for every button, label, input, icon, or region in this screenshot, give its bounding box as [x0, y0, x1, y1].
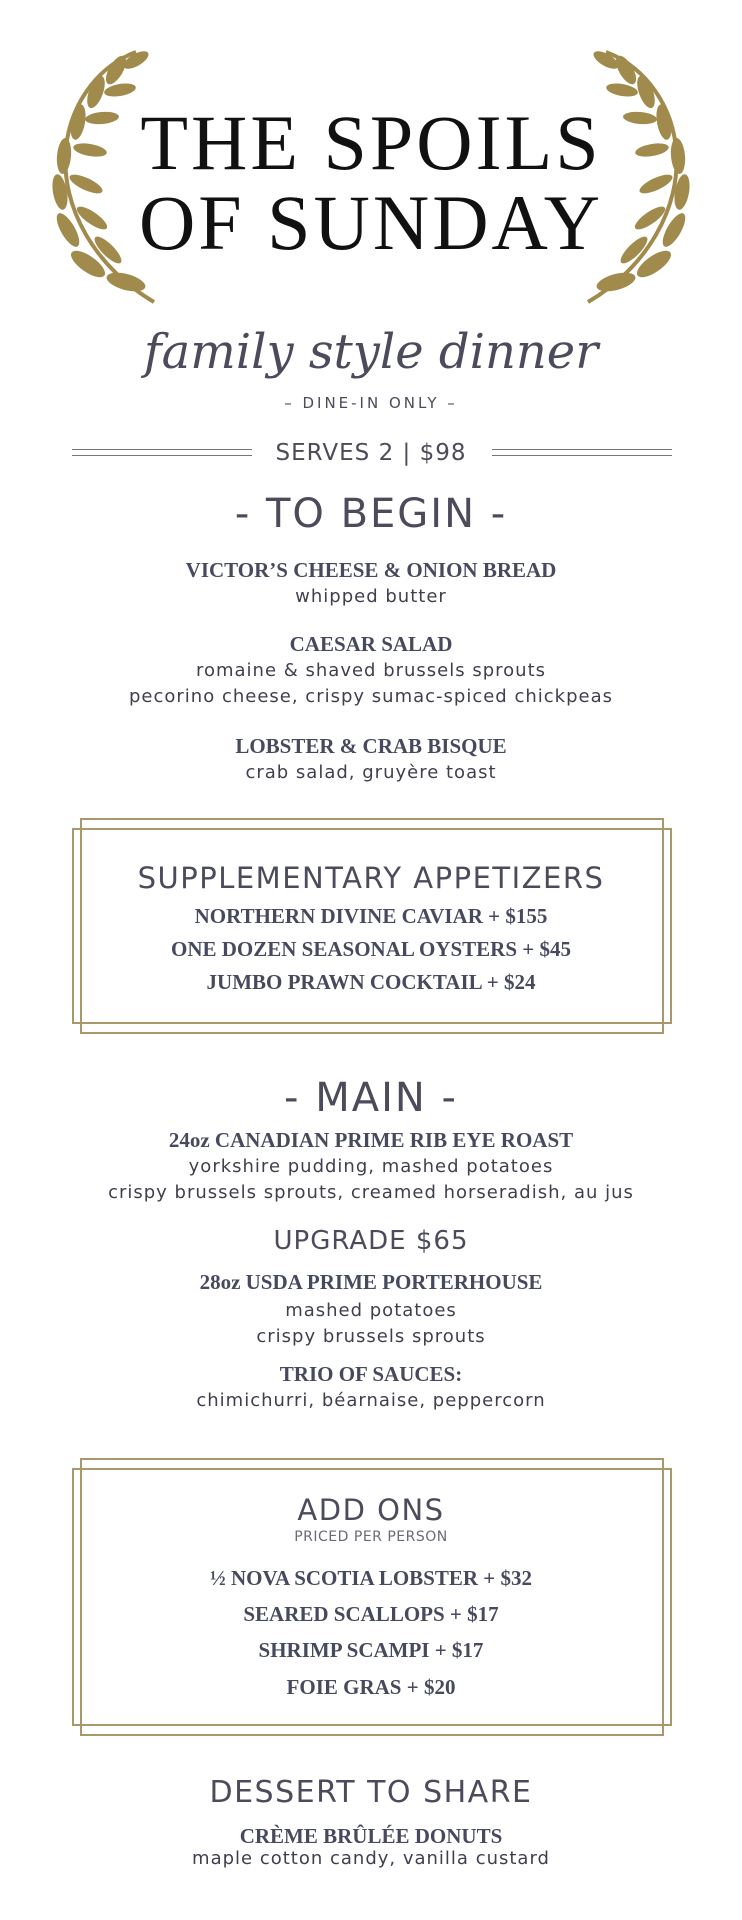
dine-in-note: – DINE-IN ONLY – [284, 394, 458, 412]
add-on-item: SHRIMP SCAMPI + $17 [258, 1638, 484, 1662]
dessert-name: CRÈME BRÛLÉE DONUTS [239, 1824, 503, 1848]
dish-description: whipped butter [295, 586, 447, 607]
title-line-2: OF SUNDAY [138, 179, 604, 266]
dish-name: VICTOR’S CHEESE & ONION BREAD [185, 558, 557, 582]
supplement-item: JUMBO PRAWN COCKTAIL + $24 [206, 970, 536, 994]
dish-description: crispy brussels sprouts, creamed horseradish, au jus [108, 1182, 634, 1203]
add-on-item: ½ NOVA SCOTIA LOBSTER + $32 [209, 1566, 532, 1590]
supplementary-heading: SUPPLEMENTARY APPETIZERS [137, 861, 605, 895]
dish-description: crab salad, gruyère toast [245, 762, 497, 783]
sauces-list: chimichurri, béarnaise, peppercorn [196, 1390, 546, 1411]
dish-name: 24oz CANADIAN PRIME RIB EYE ROAST [168, 1128, 574, 1152]
dish-name: CAESAR SALAD [289, 632, 453, 656]
sauces-heading: TRIO OF SAUCES: [279, 1362, 463, 1386]
serves-price: SERVES 2 | $98 [275, 440, 467, 466]
dish-description: yorkshire pudding, mashed potatoes [188, 1156, 554, 1177]
dish-description: romaine & shaved brussels sprouts [195, 660, 547, 681]
dish-name: 28oz USDA PRIME PORTERHOUSE [199, 1270, 543, 1294]
dessert-description: maple cotton candy, vanilla custard [192, 1848, 550, 1869]
supplement-item: ONE DOZEN SEASONAL OYSTERS + $45 [171, 937, 571, 961]
priced-per-person-note: PRICED PER PERSON [294, 1529, 448, 1545]
dessert-heading: DESSERT TO SHARE [209, 1775, 533, 1810]
add-ons-heading: ADD ONS [297, 1493, 445, 1527]
add-on-item: FOIE GRAS + $20 [286, 1675, 456, 1699]
dish-description: crispy brussels sprouts [256, 1326, 486, 1347]
main-heading: - MAIN - [284, 1075, 458, 1121]
upgrade-price: UPGRADE $65 [273, 1226, 469, 1256]
dish-description: mashed potatoes [285, 1300, 457, 1321]
dish-description: pecorino cheese, crispy sumac-spiced chickpeas [129, 686, 613, 707]
title-line-1: THE SPOILS [140, 99, 602, 186]
supplement-item: NORTHERN DIVINE CAVIAR + $155 [194, 904, 548, 928]
dish-name: LOBSTER & CRAB BISQUE [235, 734, 507, 758]
to-begin-heading: - TO BEGIN - [234, 491, 508, 537]
subtitle: family style dinner [143, 324, 599, 380]
add-on-item: SEARED SCALLOPS + $17 [243, 1602, 499, 1626]
